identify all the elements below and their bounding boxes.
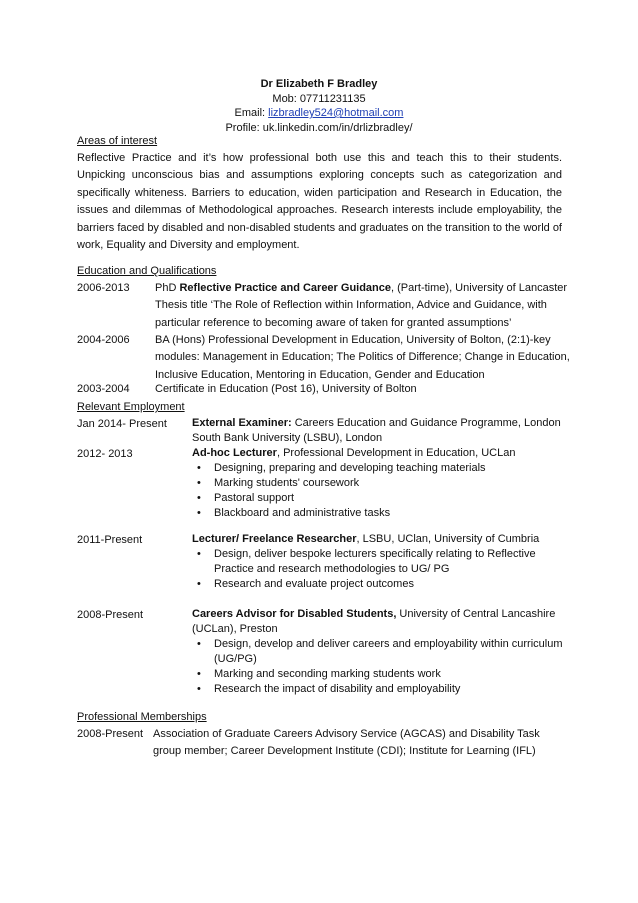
employment-dates: Jan 2014- Present	[77, 418, 167, 430]
education-details	[155, 280, 570, 332]
education-dates: 2004-2006	[77, 334, 130, 346]
duties-list	[192, 461, 567, 521]
email-link[interactable]: lizbradley524@hotmail.com	[268, 107, 404, 119]
interests-paragraph: Reflective Practice and it’s how professional both use this and teach this to their students. Unpicking unconscious bias and assumptions exploring concepts such as categorization and specifically whiteness. Barriers to education, widen participation and Research in Education, the issues and dilemmas of Methodological approaches. Research interests include employability, the barriers faced by disabled and non-disabled students and graduates on the transition to the world of work, Equality and Diversity and employment.	[77, 152, 562, 252]
employment-details	[192, 446, 567, 521]
candidate-name: Dr Elizabeth F Bradley	[260, 78, 378, 90]
education-degree	[155, 280, 570, 297]
thesis-title: Thesis title ‘The Role of Reflection within Information, Advice and Guidance, with particular reference to becoming aware of taken for granted assumptions’	[155, 299, 547, 329]
membership-dates: 2008-Present	[77, 728, 144, 740]
employment-details	[192, 416, 567, 446]
memberships-heading: Professional Memberships	[77, 711, 207, 723]
email-line	[0, 106, 638, 121]
role-rest: University of Central Lancashire (UCLan), Preston	[192, 608, 556, 635]
duty-item: • Blackboard and administrative tasks	[192, 506, 567, 521]
duty-item: • Design, develop and deliver careers and employability within curriculum (UG/PG)	[192, 637, 567, 667]
duty-item: • Designing, preparing and developing teaching materials	[192, 461, 567, 476]
role-title: Careers Advisor for Disabled Students,	[192, 608, 397, 620]
employment-role	[192, 446, 567, 461]
membership-details: Association of Graduate Careers Advisory Service (AGCAS) and Disability Task group member; Career Development Institute (CDI); Institute for Learning (IFL)	[153, 728, 540, 758]
role-title: Lecturer/ Freelance Researcher	[192, 533, 357, 545]
interests-heading: Areas of interest	[77, 135, 158, 147]
mobile-number: Mob: 07711231135	[272, 92, 366, 105]
duty-item: • Marking and seconding marking students work	[192, 667, 567, 682]
profile-url: Profile: uk.linkedin.com/in/drlizbradley/	[225, 121, 413, 134]
employment-dates: 2008-Present	[77, 609, 144, 621]
duty-item: • Marking students' coursework	[192, 476, 567, 491]
education-details: Certificate in Education (Post 16), University of Bolton	[155, 383, 417, 395]
degree-rest: , (Part-time), University of Lancaster	[391, 282, 568, 294]
employment-dates: 2011-Present	[77, 534, 143, 546]
duty-item: • Design, deliver bespoke lecturers specifically relating to Reflective Practice and research methodologies to UG/ PG	[192, 547, 567, 577]
employment-role	[192, 416, 567, 446]
employment-details	[192, 532, 567, 592]
education-dates: 2006-2013	[77, 282, 130, 294]
education-heading: Education and Qualifications	[77, 265, 217, 277]
employment-role	[192, 607, 567, 637]
email-label: Email:	[234, 107, 269, 119]
employment-role	[192, 532, 567, 547]
role-rest: , LSBU, UClan, University of Cumbria	[356, 533, 540, 545]
role-title: External Examiner:	[192, 417, 292, 429]
education-details: BA (Hons) Professional Development in Education, University of Bolton, (2:1)-key modules: Management in Education; The Politics of Difference; Change in Education, Inclusive Education, Mentoring in Education, Gender and Education	[155, 334, 570, 381]
role-rest: , Professional Development in Education, UCLan	[276, 447, 516, 459]
duty-item: • Pastoral support	[192, 491, 567, 506]
duty-item: • Research and evaluate project outcomes	[192, 577, 567, 592]
employment-details	[192, 607, 567, 697]
role-rest: Careers Education and Guidance Programme, London South Bank University (LSBU), London	[192, 417, 561, 444]
degree-title: Reflective Practice and Career Guidance	[179, 282, 392, 294]
duties-list	[192, 547, 567, 592]
role-title: Ad-hoc Lecturer	[192, 447, 277, 459]
cv-header	[0, 77, 638, 135]
duties-list	[192, 637, 567, 697]
employment-heading: Relevant Employment	[77, 401, 185, 413]
education-dates: 2003-2004	[77, 383, 130, 395]
duty-item: • Research the impact of disability and employability	[192, 682, 567, 697]
degree-prefix: PhD	[155, 282, 180, 294]
employment-dates: 2012- 2013	[77, 448, 133, 460]
